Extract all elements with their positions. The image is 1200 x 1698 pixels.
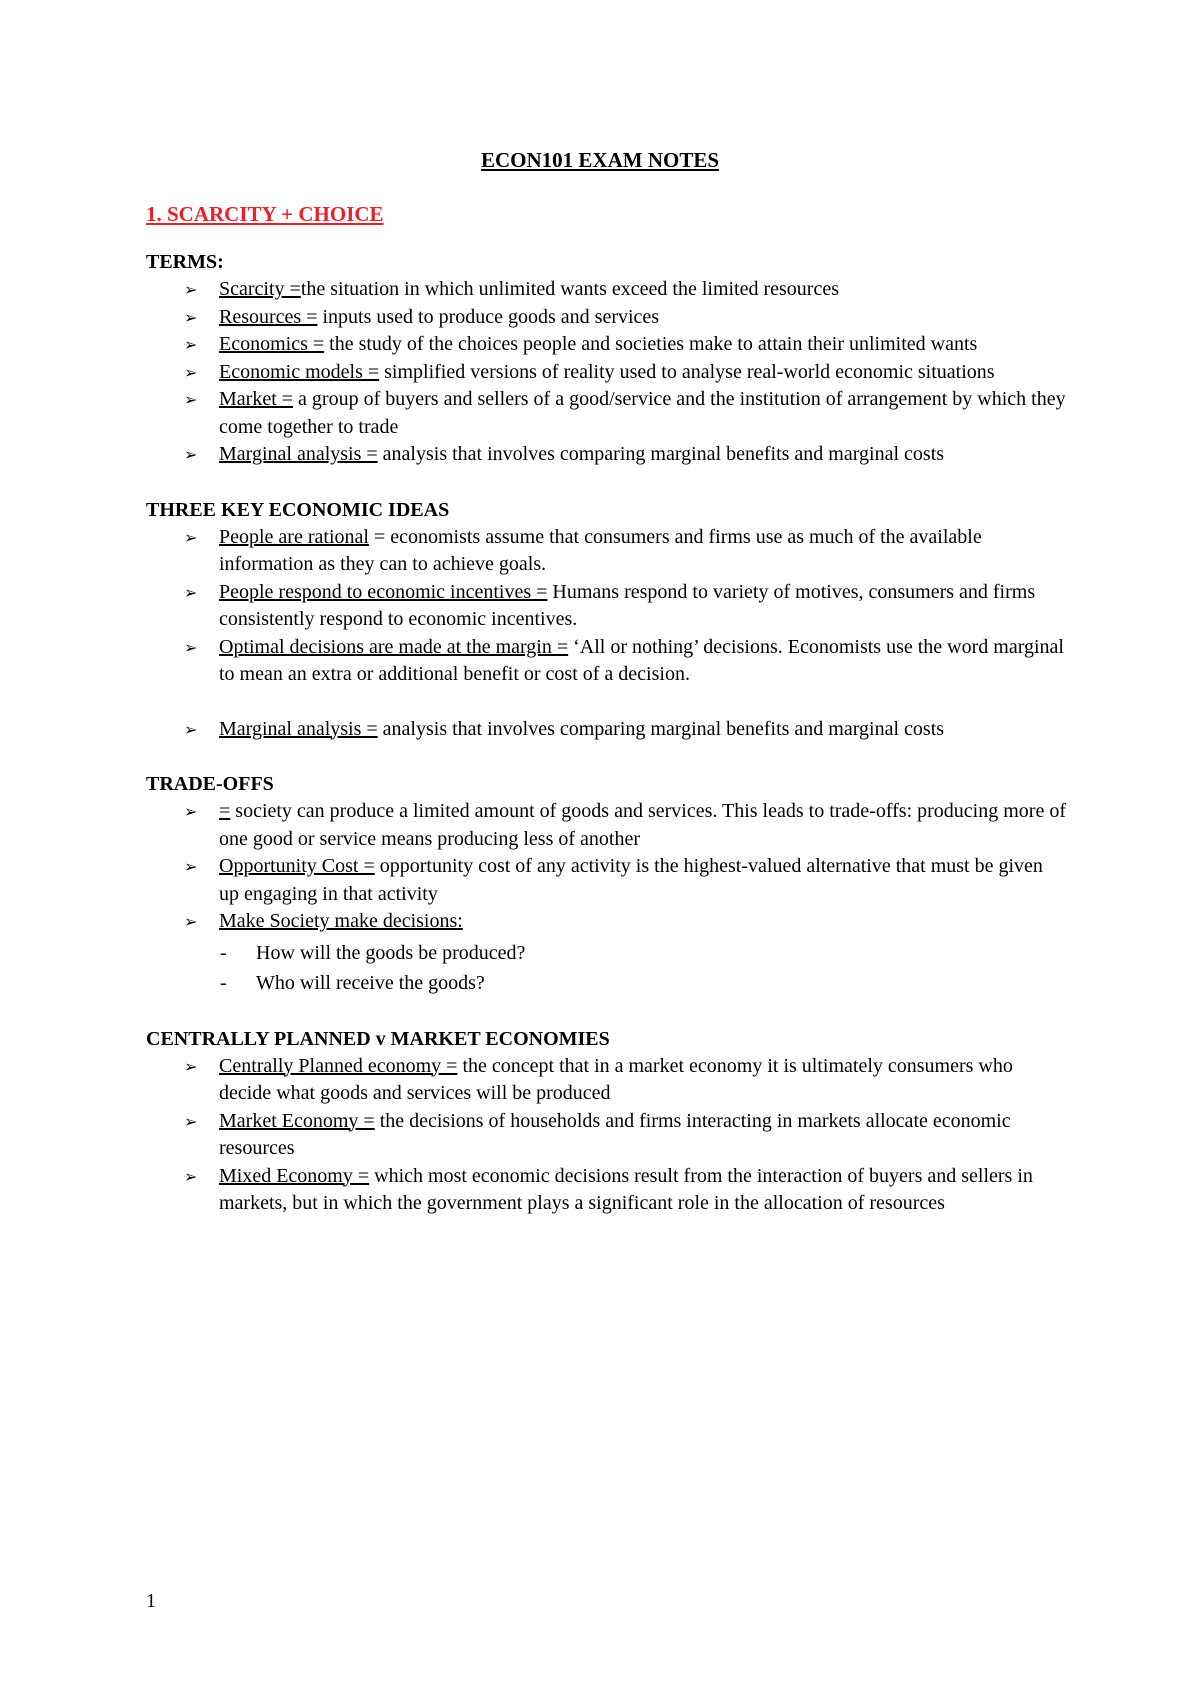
term-label: Centrally Planned economy = xyxy=(219,1054,458,1077)
sublist-item xyxy=(146,938,1066,968)
term-label: = xyxy=(219,800,231,822)
term-definition: inputs used to produce goods and services xyxy=(317,305,660,328)
sublist-item-text: How will the goods be produced? xyxy=(256,941,526,964)
term-definition: a group of buyers and sellers of a good/service and the institution of arrangement by which they come together to trade xyxy=(219,388,1066,438)
list-item xyxy=(146,441,1066,469)
term-label: Market = xyxy=(219,388,294,410)
list-item xyxy=(146,331,1066,359)
arrowhead-bullet-icon: ➢ xyxy=(184,582,198,602)
document-body xyxy=(146,200,1066,1245)
term-label: Make Society make decisions: xyxy=(219,910,463,932)
term-label: Marginal analysis = xyxy=(219,717,378,740)
term-definition: society can produce a limited amount of goods and services. This leads to trade-offs: producing more of one good or service means producing less of another xyxy=(219,800,1066,850)
term-label: Mixed Economy = xyxy=(219,1164,370,1187)
dash-bullet: - xyxy=(220,971,227,994)
term-label: People are rational xyxy=(219,525,369,548)
term-definition: the situation in which unlimited wants exceed the limited resources xyxy=(300,278,840,300)
arrowhead-bullet-icon: ➢ xyxy=(184,1166,198,1186)
document-title: ECON101 EXAM NOTES xyxy=(480,148,720,172)
list-item xyxy=(146,276,1066,304)
list-item xyxy=(146,524,1066,579)
arrowhead-bullet-icon: ➢ xyxy=(184,307,198,327)
list-item xyxy=(146,579,1066,634)
economies-list xyxy=(146,1053,1066,1218)
arrowhead-bullet-icon: ➢ xyxy=(184,335,198,354)
term-definition: = economists assume that consumers and firms use as much of the available information as they can to achieve goals. xyxy=(219,525,982,575)
arrowhead-bullet-icon: ➢ xyxy=(184,857,198,876)
economies-heading: CENTRALLY PLANNED v MARKET ECONOMIES xyxy=(146,1027,610,1050)
term-label: Economics = xyxy=(219,333,325,355)
terms-block xyxy=(146,248,1066,469)
term-definition: the decisions of households and firms interacting in markets allocate economic resources xyxy=(219,1109,1011,1159)
sublist-item-text: Who will receive the goods? xyxy=(256,971,485,994)
trade-offs-list xyxy=(146,798,1066,998)
term-label: Market Economy = xyxy=(219,1109,375,1132)
term-label: Resources = xyxy=(219,305,318,328)
list-item xyxy=(146,1163,1066,1218)
list-item xyxy=(146,359,1066,387)
arrowhead-bullet-icon: ➢ xyxy=(184,1111,198,1131)
trade-offs-block xyxy=(146,770,1066,998)
term-label: Opportunity Cost = xyxy=(219,855,375,877)
term-label: Optimal decisions are made at the margin = xyxy=(219,635,569,658)
terms-list xyxy=(146,276,1066,469)
arrowhead-bullet-icon: ➢ xyxy=(184,802,198,821)
list-item xyxy=(146,908,1066,998)
term-label: Scarcity = xyxy=(219,278,301,300)
list-item xyxy=(146,798,1066,853)
term-label: People respond to economic incentives = xyxy=(219,580,548,603)
arrowhead-bullet-icon: ➢ xyxy=(184,527,198,547)
term-definition: the study of the choices people and societies make to attain their unlimited wants xyxy=(324,333,978,355)
list-item xyxy=(146,853,1066,908)
key-ideas-list xyxy=(146,524,1066,744)
list-item xyxy=(146,1053,1066,1108)
list-item xyxy=(146,634,1066,689)
key-ideas-block xyxy=(146,496,1066,744)
arrowhead-bullet-icon: ➢ xyxy=(184,719,198,739)
terms-heading: TERMS: xyxy=(146,251,224,273)
term-label: Economic models = xyxy=(219,360,380,383)
arrowhead-bullet-icon: ➢ xyxy=(184,390,198,409)
sublist-item xyxy=(146,968,1066,998)
economies-block xyxy=(146,1025,1066,1218)
trade-offs-heading: TRADE-OFFS xyxy=(146,773,274,795)
term-definition: analysis that involves comparing marginal benefits and marginal costs xyxy=(377,443,945,465)
arrowhead-bullet-icon: ➢ xyxy=(184,280,198,299)
arrowhead-bullet-icon: ➢ xyxy=(184,912,198,931)
arrowhead-bullet-icon: ➢ xyxy=(184,362,198,382)
key-ideas-heading: THREE KEY ECONOMIC IDEAS xyxy=(146,498,450,521)
page-number: 1 xyxy=(146,1590,156,1612)
dash-bullet: - xyxy=(220,941,227,964)
term-definition: Humans respond to variety of motives, consumers and firms consistently respond to economic incentives. xyxy=(219,580,1036,630)
list-item xyxy=(146,1108,1066,1163)
list-item xyxy=(146,716,1066,744)
term-definition: opportunity cost of any activity is the highest-valued alternative that must be given up engaging in that activity xyxy=(219,855,1043,905)
decisions-sublist xyxy=(146,938,1066,998)
term-label: Marginal analysis = xyxy=(219,443,378,465)
term-definition: ‘All or nothing’ decisions. Economists use the word marginal to mean an extra or additional benefit or cost of a decision. xyxy=(219,635,1064,685)
term-definition: simplified versions of reality used to analyse real-world economic situations xyxy=(379,360,995,383)
term-definition: analysis that involves comparing marginal benefits and marginal costs xyxy=(377,717,945,740)
arrowhead-bullet-icon: ➢ xyxy=(184,1056,198,1076)
section-heading-scarcity-choice: 1. SCARCITY + CHOICE xyxy=(146,202,384,226)
list-item xyxy=(146,386,1066,441)
term-definition: the concept that in a market economy it is ultimately consumers who decide what goods and services will be produced xyxy=(219,1054,1013,1104)
list-item xyxy=(146,304,1066,332)
term-definition: which most economic decisions result from the interaction of buyers and sellers in markets, but in which the government plays a significant role in the allocation of resources xyxy=(219,1164,1033,1214)
arrowhead-bullet-icon: ➢ xyxy=(184,637,198,657)
arrowhead-bullet-icon: ➢ xyxy=(184,445,198,464)
